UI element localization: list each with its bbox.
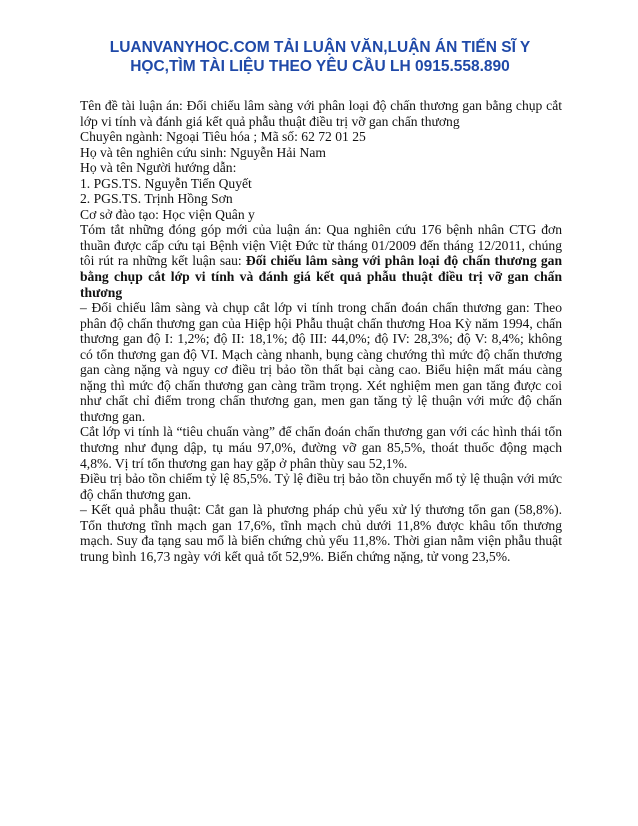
paragraph-clinical-ct: – Đối chiếu lâm sàng và chụp cắt lớp vi tính trong chẩn đoán chấn thương gan: Theo phân độ chấn thương gan của Hiệp hội Phẫu thuật chấn thương Hoa Kỳ năm 1994, chấn thương gan độ I: 1,2%; độ II: 18,1%; độ III: 44,0%; độ IV: 28,3%; độ V: 8,4%; không có tổn thương gan độ VI. Mạch càng nhanh, bụng càng chướng thì mức độ chấn thương gan càng nặng và nguy cơ điều trị bảo tồn thất bại càng cao. Biểu hiện mất máu càng nặng thì mức độ chấn thương gan càng trầm trọng. Xét nghiệm men gan tăng được coi như chất chỉ điểm trong chấn thương gan, men gan tăng tỷ lệ thuận với mức độ chấn thương gan. <box>80 300 562 424</box>
document-body <box>80 98 562 564</box>
advisors-label: Họ và tên Người hướng dẫn: <box>80 160 237 176</box>
institution-line: Cơ sở đào tạo: Học viện Quân y <box>80 206 255 222</box>
advisor-1: 1. PGS.TS. Nguyễn Tiến Quyết <box>80 175 252 191</box>
summary-intro: Tóm tắt những đóng góp mới của luận án: Qua nghiên cứu 176 bệnh nhân CTG đơn thuần được cấp cứu tại Bệnh viện Việt Đức từ tháng 01/2009 đến tháng 12/2011, chúng tôi rút ra những kết luận sau: <box>80 222 562 269</box>
summary-bold-title: Đối chiếu lâm sàng với phân loại độ chấn thương gan bằng chụp cắt lớp vi tính và đánh giá kết quả phẫu thuật điều trị vỡ gan chấn thương <box>80 253 562 300</box>
paragraph-conservative-treatment: Điều trị bảo tồn chiếm tỷ lệ 85,5%. Tỷ lệ điều trị bảo tồn chuyển mổ tỷ lệ thuận với mức độ chấn thương gan. <box>80 471 562 502</box>
header-line-2: HỌC,TÌM TÀI LIỆU THEO YÊU CẦU LH 0915.558.890 <box>130 58 510 75</box>
page-header <box>60 38 580 76</box>
header-line-1: LUANVANYHOC.COM TẢI LUẬN VĂN,LUẬN ÁN TIẾN SĨ Y <box>109 39 531 56</box>
student-line: Họ và tên nghiên cứu sinh: Nguyễn Hải Nam <box>80 144 326 160</box>
thesis-title: Tên đề tài luận án: Đối chiếu lâm sàng với phân loại độ chấn thương gan bằng chụp cắt lớp vi tính và đánh giá kết quả phẫu thuật điều trị vỡ gan chấn thương <box>80 98 562 129</box>
summary-paragraph <box>80 222 562 300</box>
advisor-2: 2. PGS.TS. Trịnh Hồng Sơn <box>80 191 233 207</box>
paragraph-ct-gold-standard: Cắt lớp vi tính là “tiêu chuẩn vàng” để chẩn đoán chấn thương gan với các hình thái tổn thương như đụng dập, tụ máu 97,0%, đường vỡ gan 85,5%, thoát thuốc động mạch 4,8%. Vị trí tổn thương gan hay gặp ở phân thùy sau 52,1%. <box>80 424 562 471</box>
paragraph-surgery-results: – Kết quả phẫu thuật: Cắt gan là phương pháp chủ yếu xử lý thương tổn gan (58,8%). Tổn thương tĩnh mạch gan 17,6%, tĩnh mạch chủ dưới 11,8% được khâu tổn thương mạch. Suy đa tạng sau mổ là biến chứng chủ yếu 11,8%. Thời gian nằm viện phẫu thuật trung bình 16,73 ngày với kết quả tốt 52,9%. Biến chứng nặng, tử vong 23,5%. <box>80 502 562 564</box>
major-line: Chuyên ngành: Ngoại Tiêu hóa ; Mã số: 62 72 01 25 <box>80 129 366 145</box>
